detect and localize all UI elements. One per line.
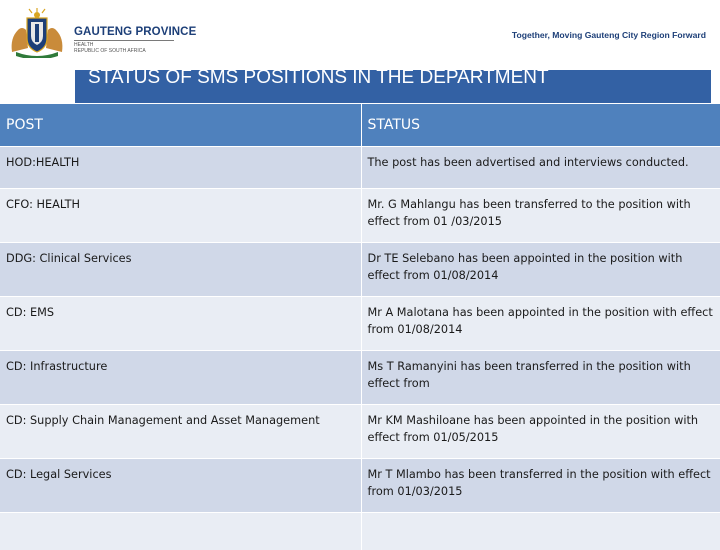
table-row [0,297,720,351]
column-header-post: POST [0,104,361,147]
column-header-status: STATUS [361,104,720,147]
org-block [74,26,196,54]
page-title: STATUS OF SMS POSITIONS IN THE DEPARTMENT [88,67,549,89]
post-cell [0,513,361,550]
status-cell [361,513,720,550]
status-cell: Mr KM Mashiloane has been appointed in the position with effect from 01/05/2015 [361,405,720,459]
post-cell: HOD:HEALTH [0,147,361,189]
table-row [0,243,720,297]
status-cell: Mr. G Mahlangu has been transferred to the position with effect from 01 /03/2015 [361,189,720,243]
table-row [0,147,720,189]
coat-of-arms-icon [8,8,66,58]
org-divider [74,40,174,41]
positions-table [0,104,720,550]
post-cell: CFO: HEALTH [0,189,361,243]
status-cell: Ms T Ramanyini has been transferred in the position with effect from [361,351,720,405]
title-banner [75,70,711,103]
table-row [0,189,720,243]
tagline: Together, Moving Gauteng City Region Forward [512,30,706,40]
table-row [0,459,720,513]
status-cell: The post has been advertised and interviews conducted. [361,147,720,189]
post-cell: CD: Infrastructure [0,351,361,405]
post-cell: CD: Legal Services [0,459,361,513]
post-cell: DDG: Clinical Services [0,243,361,297]
status-cell: Mr T Mlambo has been transferred in the position with effect from 01/03/2015 [361,459,720,513]
post-cell: CD: EMS [0,297,361,351]
table-row [0,351,720,405]
org-department: HEALTH [74,42,196,48]
status-cell: Mr A Malotana has been appointed in the position with effect from 01/08/2014 [361,297,720,351]
table-row [0,513,720,550]
org-name: GAUTENG PROVINCE [74,26,196,38]
post-cell: CD: Supply Chain Management and Asset Management [0,405,361,459]
org-country: REPUBLIC OF SOUTH AFRICA [74,48,196,54]
table-row [0,405,720,459]
table-header-row [0,104,720,147]
slide-header [0,0,720,70]
status-cell: Dr TE Selebano has been appointed in the position with effect from 01/08/2014 [361,243,720,297]
